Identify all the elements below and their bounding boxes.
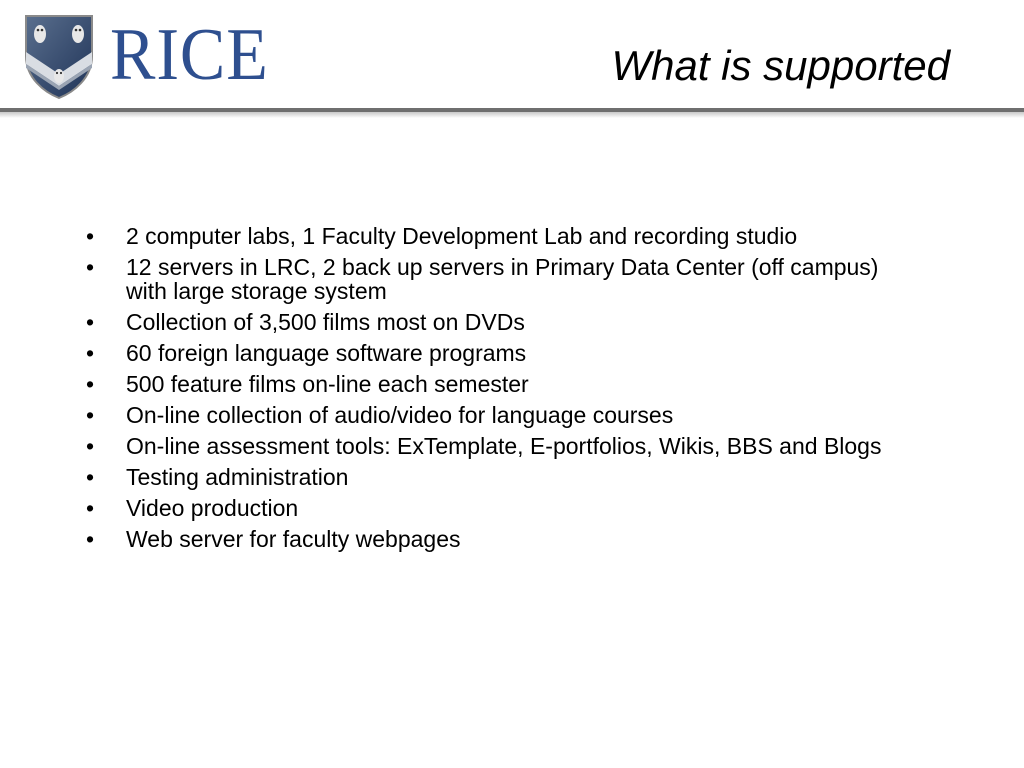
bullet-dot-icon: • xyxy=(86,309,95,335)
bullet-dot-icon: • xyxy=(86,254,95,280)
bullet-text: Testing administration xyxy=(126,464,349,490)
bullet-text: Video production xyxy=(126,495,299,521)
bullet-text: On-line collection of audio/video for language courses xyxy=(126,402,674,428)
bullet-dot-icon: • xyxy=(86,526,95,552)
bullet-item xyxy=(86,465,916,489)
bullet-item xyxy=(86,403,916,427)
bullet-dot-icon: • xyxy=(86,433,95,459)
bullet-text: 12 servers in LRC, 2 back up servers in Primary Data Center (off campus) with large storage system xyxy=(126,254,879,304)
bullet-item xyxy=(86,496,916,520)
bullet-text: 2 computer labs, 1 Faculty Development Lab and recording studio xyxy=(126,223,798,249)
bullet-item xyxy=(86,527,916,551)
bullet-text: On-line assessment tools: ExTemplate, E-portfolios, Wikis, BBS and Blogs xyxy=(126,433,882,459)
bullet-text: Web server for faculty webpages xyxy=(126,526,461,552)
bullet-text: 500 feature films on-line each semester xyxy=(126,371,529,397)
rice-shield-logo-icon xyxy=(22,12,96,100)
bullet-text: 60 foreign language software programs xyxy=(126,340,527,366)
bullet-item xyxy=(86,372,916,396)
bullet-text: Collection of 3,500 films most on DVDs xyxy=(126,309,525,335)
slide-header xyxy=(0,0,1024,110)
bullet-dot-icon: • xyxy=(86,464,95,490)
bullet-item xyxy=(86,224,916,248)
bullet-item xyxy=(86,255,916,303)
bullet-dot-icon: • xyxy=(86,223,95,249)
bullet-dot-icon: • xyxy=(86,402,95,428)
bullet-dot-icon: • xyxy=(86,495,95,521)
bullet-item xyxy=(86,341,916,365)
header-divider-shadow xyxy=(0,112,1024,118)
bullet-dot-icon: • xyxy=(86,371,95,397)
rice-wordmark: RICE xyxy=(110,14,269,96)
bullet-item xyxy=(86,310,916,334)
bullet-dot-icon: • xyxy=(86,340,95,366)
bullet-list xyxy=(86,224,916,558)
bullet-item xyxy=(86,434,916,458)
slide-title: What is supported xyxy=(611,42,950,89)
